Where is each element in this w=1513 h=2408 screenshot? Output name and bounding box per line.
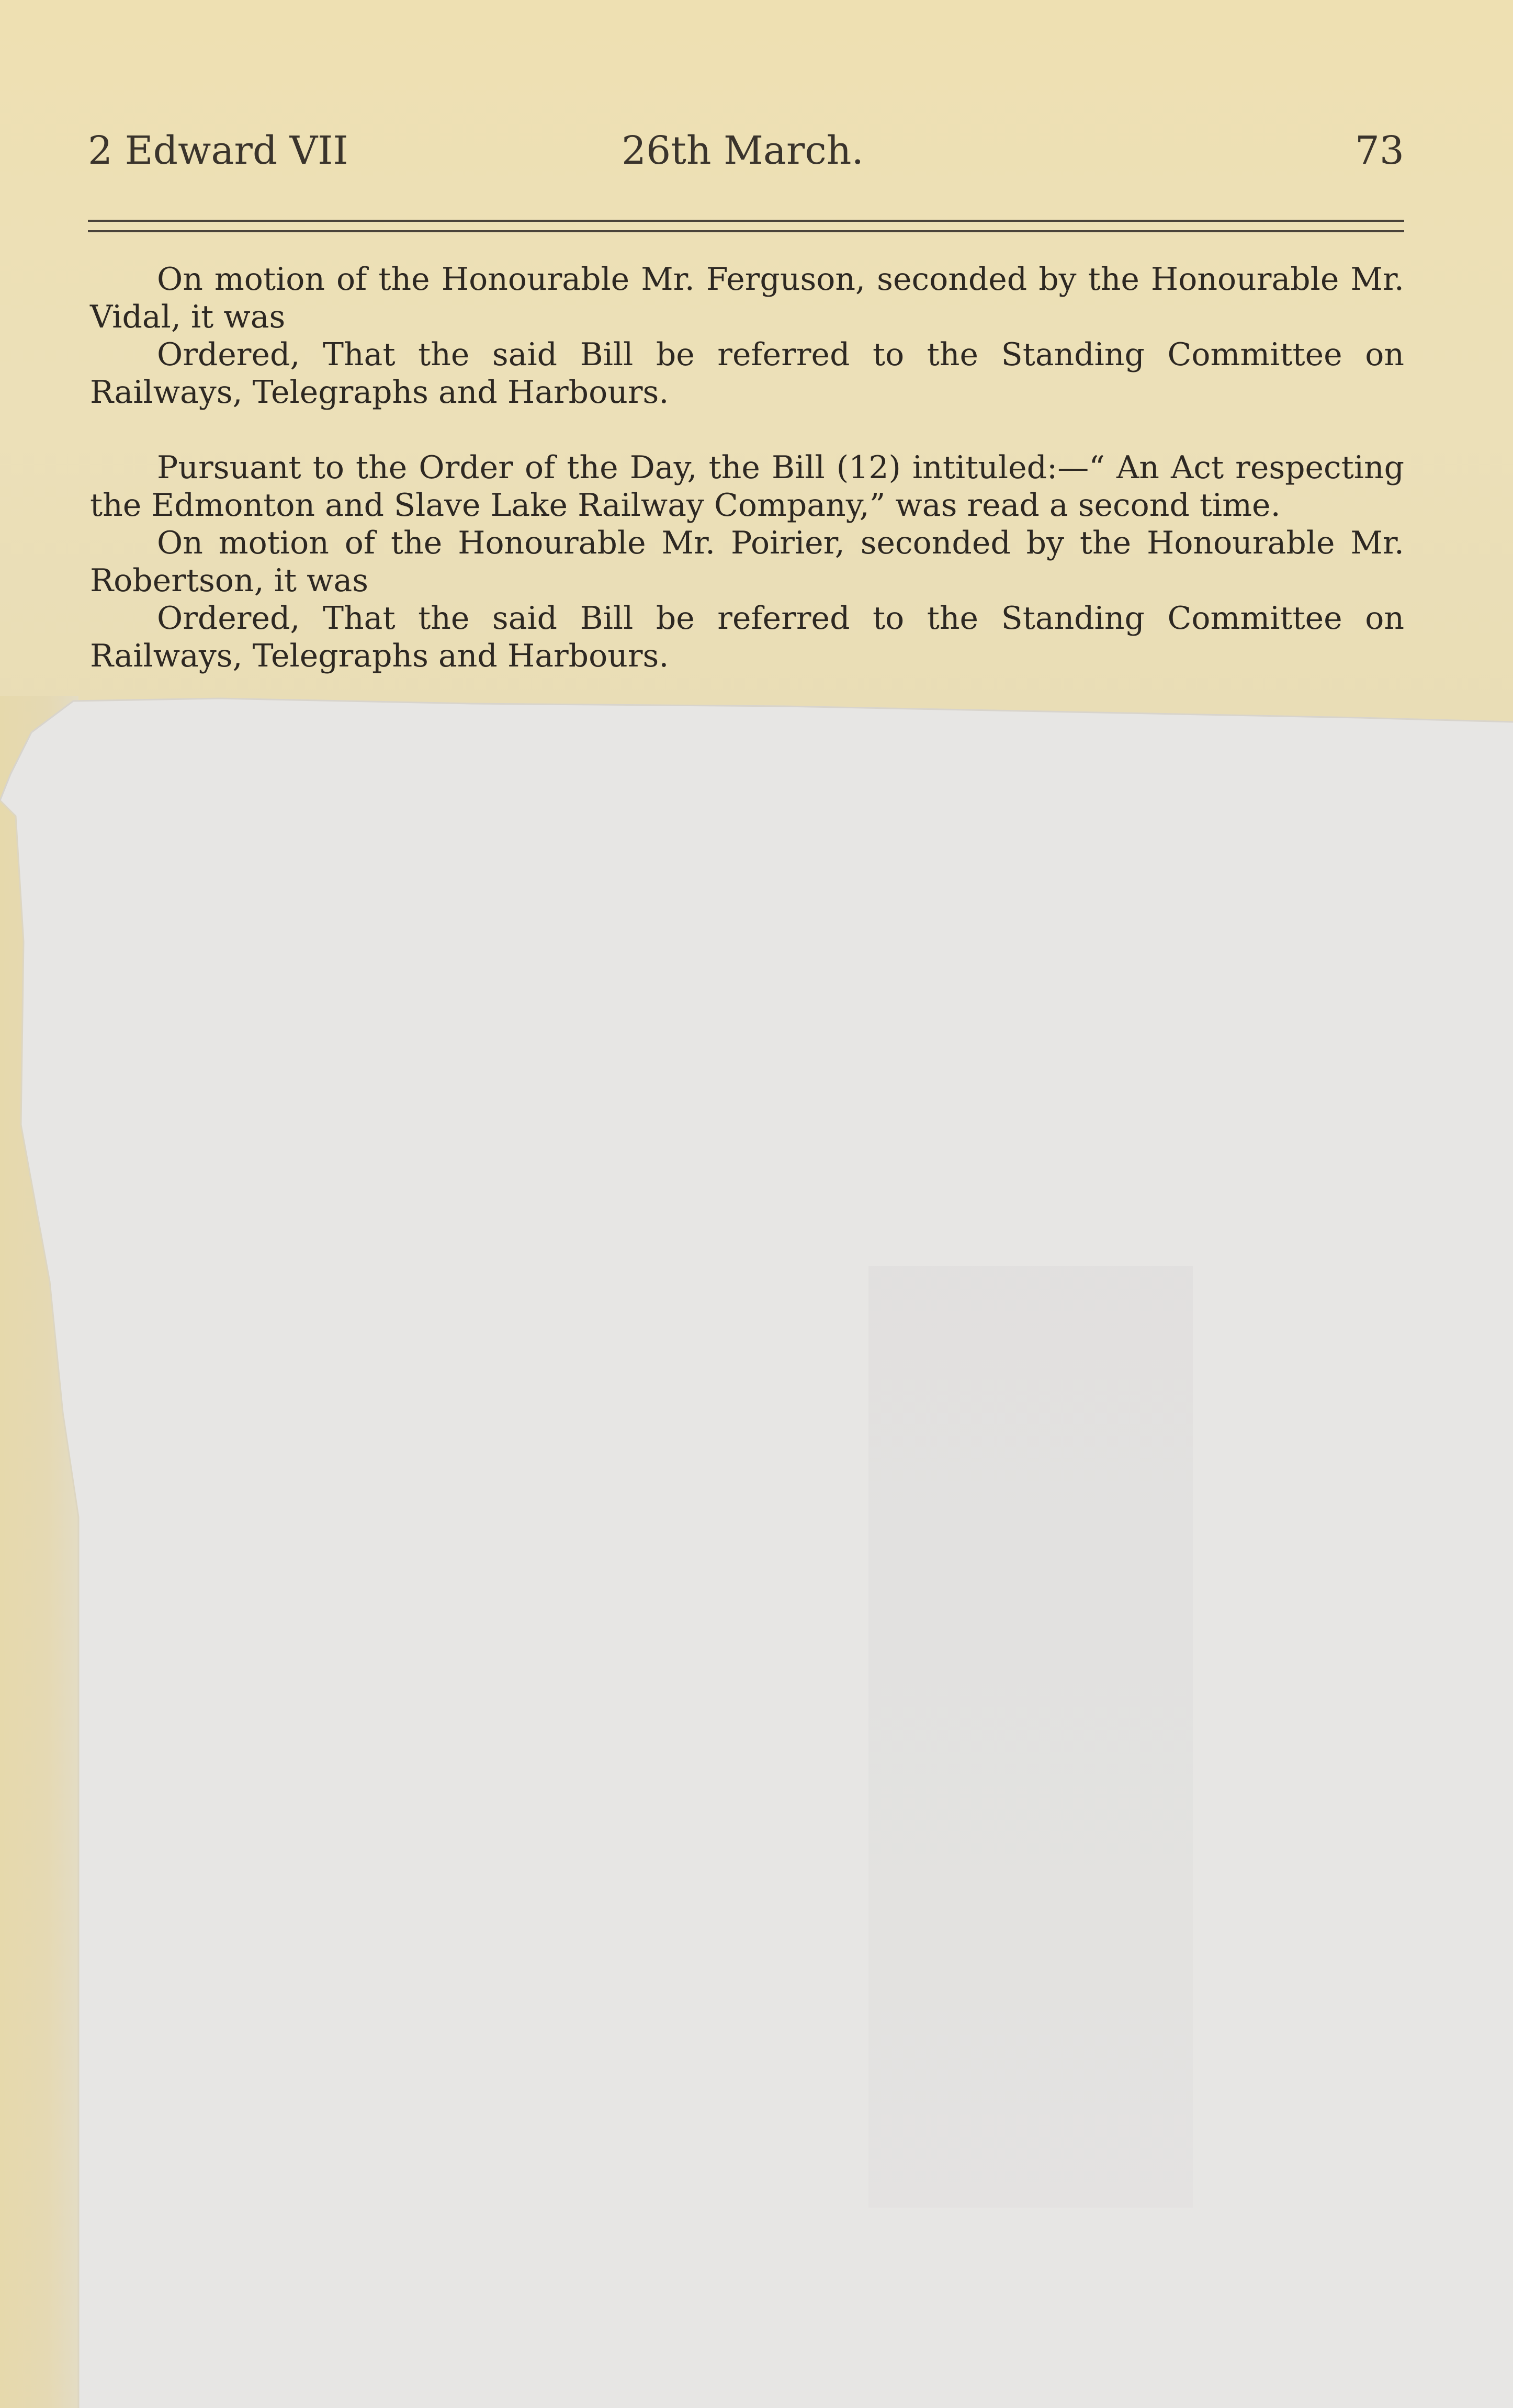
paragraph-motion-ferguson: On motion of the Honourable Mr. Ferguson, seconded by the Honourable Mr. Vidal, it was [90,261,1404,335]
header-date: 26th March. [622,128,864,173]
journal-body [90,261,1404,675]
paragraph-ordered-referral-1: Ordered, That the said Bill be referred to the Standing Committee on Railways, Telegraphs and Harbours. [90,336,1404,411]
header-left: 2 Edward VII [88,128,348,173]
page-number: 73 [1354,128,1404,173]
running-header [88,128,1404,186]
header-rule-bottom [88,230,1404,232]
ghost-show-through-shape [868,1266,1193,2208]
paragraph-bill-12-second-reading: Pursuant to the Order of the Day, the Bill (12) intituled:—“ An Act respecting the Edmonton and Slave Lake Railway Company,” was read a second time. [90,449,1404,524]
paragraph-motion-poirier: On motion of the Honourable Mr. Poirier, seconded by the Honourable Mr. Robertson, it was [90,525,1404,599]
paragraph-ordered-referral-2: Ordered, That the said Bill be referred to the Standing Committee on Railways, Telegraphs and Harbours. [90,600,1404,674]
header-rule-top [88,220,1404,222]
